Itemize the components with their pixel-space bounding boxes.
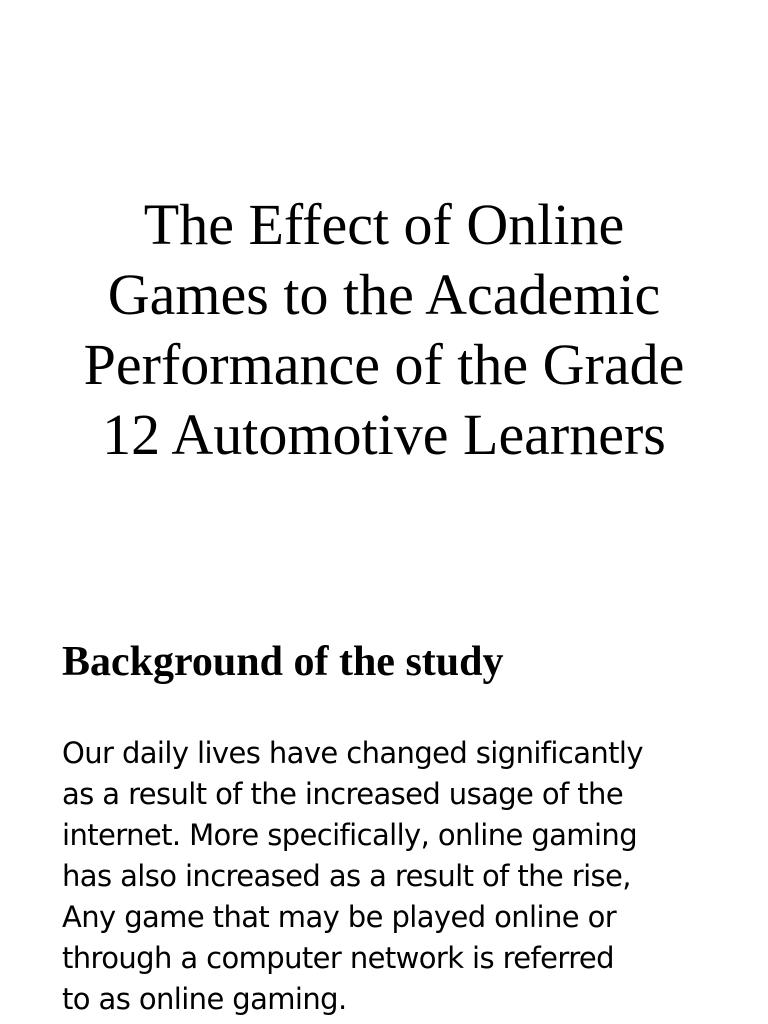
document-title xyxy=(0,190,768,470)
body-line: has also increased as a result of the rise, xyxy=(62,859,631,893)
section-heading: Background of the study xyxy=(62,639,504,685)
body-line: through a computer network is referred xyxy=(62,941,614,975)
body-line: as a result of the increased usage of the xyxy=(62,777,624,811)
body-line: internet. More specifically, online gaming xyxy=(62,818,638,852)
body-line: to as online gaming. xyxy=(62,982,347,1016)
body-line: Any game that may be played online or xyxy=(62,900,617,934)
title-line: Performance of the Grade xyxy=(83,332,685,397)
title-line: The Effect of Online xyxy=(143,192,625,257)
title-line: Games to the Academic xyxy=(107,262,661,327)
title-line: 12 Automotive Learners xyxy=(102,402,666,467)
body-paragraph xyxy=(62,733,742,1020)
body-line: Our daily lives have changed significantly xyxy=(62,736,643,770)
